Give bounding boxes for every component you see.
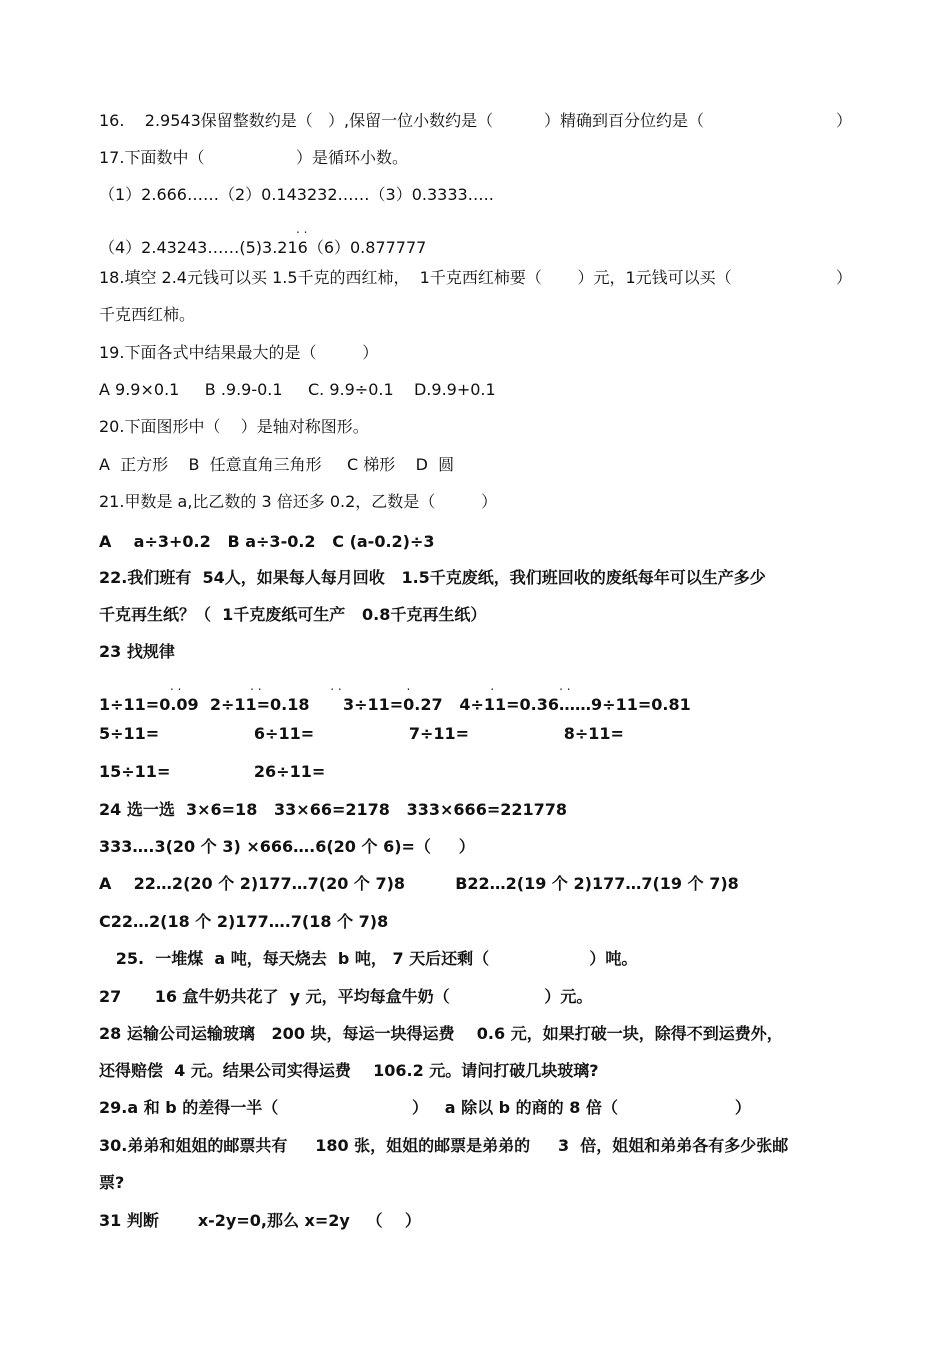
question-21: 21.甲数是 a,比乙数的 3 倍还多 0.2，乙数是（ ） xyxy=(99,492,498,511)
question-17-options-row-2: （4）2.43243……(5)3.216（6）0.877777 xyxy=(99,238,427,257)
question-28-continued: 还得赔偿 4 元。结果公司实得运费 106.2 元。请问打破几块玻璃? xyxy=(99,1061,599,1080)
question-24: 24 选一选 3×6=18 33×66=2178 333×666=221778 xyxy=(99,800,568,819)
question-23-blanks-row-1: 5÷11= 6÷11= 7÷11= 8÷11= xyxy=(99,724,624,743)
question-17-options-row-1: （1）2.666……（2）0.143232……（3）0.3333….. xyxy=(99,185,494,204)
question-29: 29.a 和 b 的差得一半（ ） a 除以 b 的商的 8 倍（ ） xyxy=(99,1098,751,1117)
question-21-options: A a÷3+0.2 B a÷3-0.2 C (a-0.2)÷3 xyxy=(99,532,435,551)
question-24-prompt: 333….3(20 个 3) ×666….6(20 个 6)=（ ） xyxy=(99,837,475,856)
question-18-close-bracket: ） xyxy=(836,268,853,287)
question-20: 20.下面图形中（ ）是轴对称图形。 xyxy=(99,417,369,436)
question-27: 27 16 盒牛奶共花了 y 元，平均每盒牛奶（ ）元。 xyxy=(99,987,593,1006)
question-24-options-ab: A 22…2(20 个 2)177…7(20 个 7)8 B22…2(19 个 2)177…7(19 个 7)8 xyxy=(99,874,739,893)
question-23: 23 找规律 xyxy=(99,642,175,661)
question-17: 17.下面数中（ ）是循环小数。 xyxy=(99,148,408,167)
question-22-continued: 千克再生纸？（ 1千克废纸可生产 0.8千克再生纸） xyxy=(99,605,487,624)
question-28: 28 运输公司运输玻璃 200 块，每运一块得运费 0.6 元，如果打破一块，除得不到运费外， xyxy=(99,1024,783,1043)
question-30-continued: 票? xyxy=(99,1173,125,1192)
repeating-dots-23: . . . . . . . . . . xyxy=(170,679,571,693)
question-16-close-bracket: ） xyxy=(836,111,853,130)
question-31: 31 判断 x-2y=0,那么 x=2y （ ） xyxy=(99,1211,421,1230)
question-18: 18.填空 2.4元钱可以买 1.5千克的西红柿， 1千克西红柿要（ ）元，1元钱可以买（ xyxy=(99,268,732,287)
question-19-options: A 9.9×0.1 B .9.9-0.1 C. 9.9÷0.1 D.9.9+0.1 xyxy=(99,380,496,399)
repeating-dots-17: . . xyxy=(296,222,308,236)
question-23-blanks-row-2: 15÷11= 26÷11= xyxy=(99,762,326,781)
question-22: 22.我们班有 54人，如果每人每月回收 1.5千克废纸，我们班回收的废纸每年可以生产多少 xyxy=(99,568,766,587)
question-24-option-c: C22…2(18 个 2)177….7(18 个 7)8 xyxy=(99,912,389,931)
question-30: 30.弟弟和姐姐的邮票共有 180 张，姐姐的邮票是弟弟的 3 倍，姐姐和弟弟各有多少张邮 xyxy=(99,1136,789,1155)
question-20-options: A 正方形 B 任意直角三角形 C 梯形 D 圆 xyxy=(99,455,455,474)
question-25: 25. 一堆煤 a 吨，每天烧去 b 吨， 7 天后还剩（ ）吨。 xyxy=(99,949,638,968)
question-18-continued: 千克西红柿。 xyxy=(99,305,196,324)
question-16: 16. 2.9543保留整数约是（ ）,保留一位小数约是（ ）精确到百分位约是（ xyxy=(99,111,704,130)
question-19: 19.下面各式中结果最大的是（ ） xyxy=(99,343,379,362)
question-23-examples: 1÷11=0.09 2÷11=0.18 3÷11=0.27 4÷11=0.36……9÷11=0.81 xyxy=(99,695,691,714)
